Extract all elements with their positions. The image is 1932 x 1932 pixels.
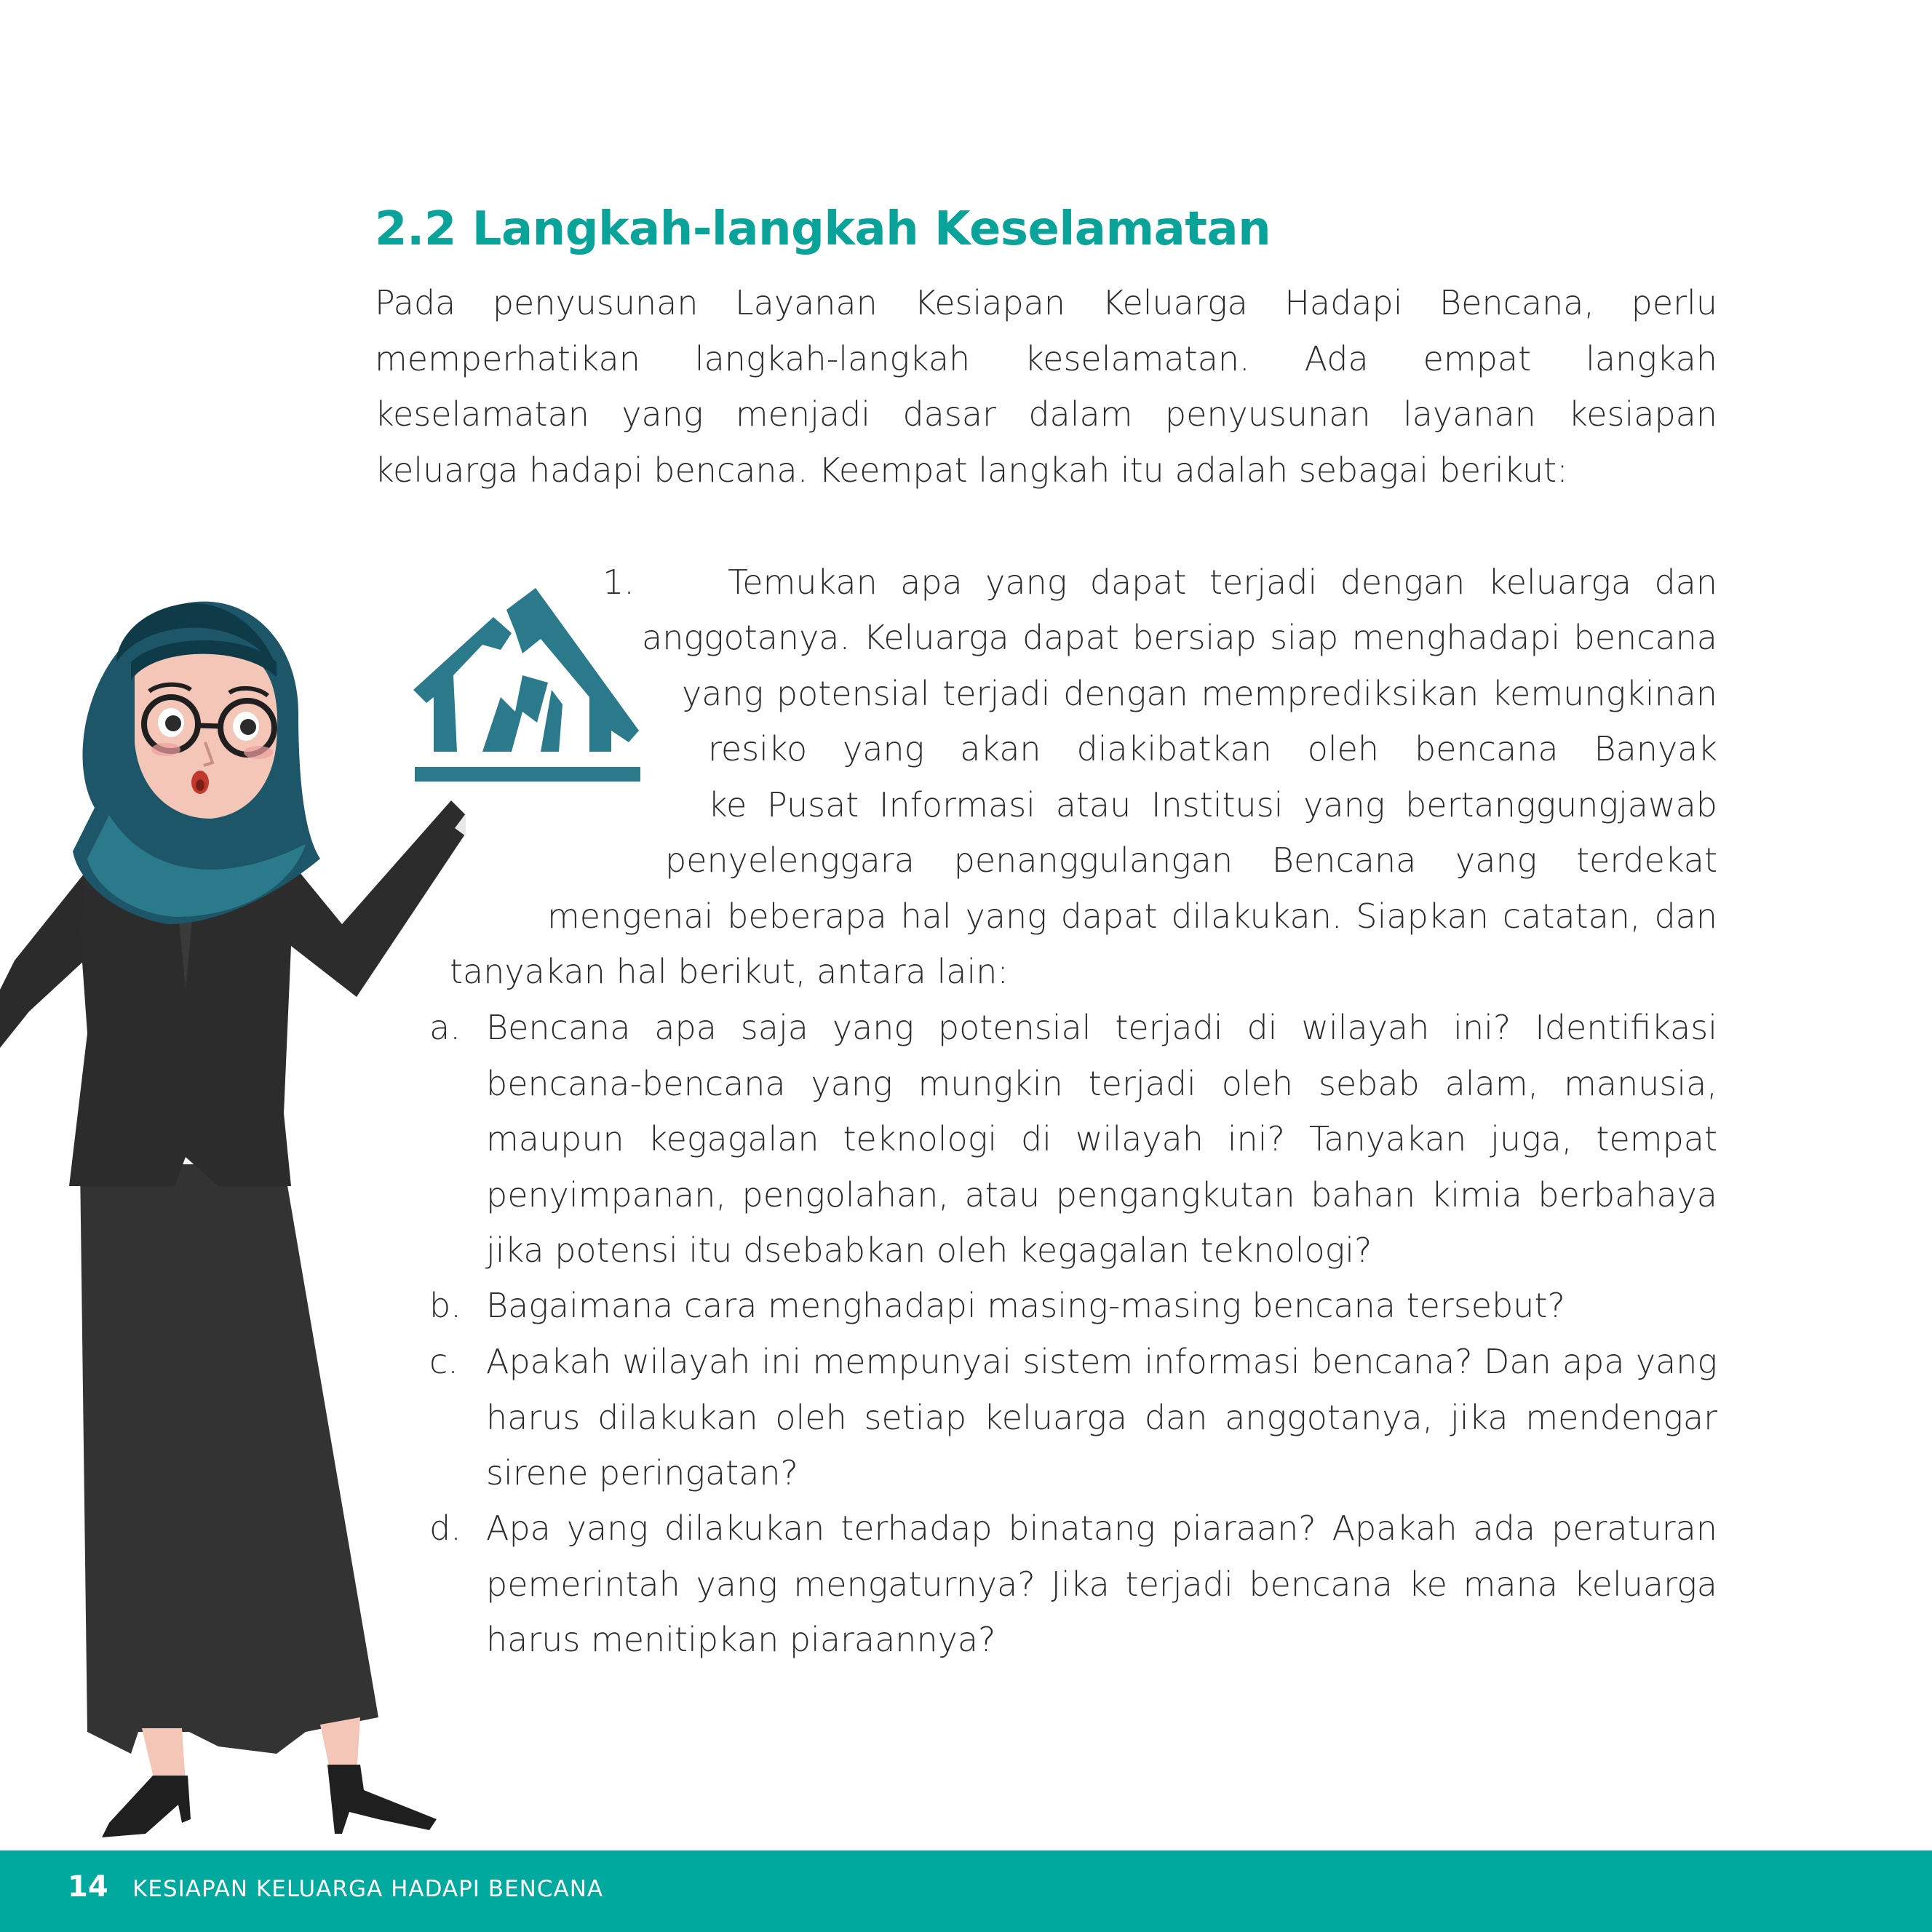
question-marker: c. xyxy=(429,1342,458,1381)
question-marker: a. xyxy=(429,1008,461,1047)
intro-paragraph: Pada penyusunan Layanan Kesiapan Keluarga Hadapi Bencana, perlu memperhatikan langkah-langkah keselamatan. Ada empat langkah keselamatan yang menjadi dasar dalam penyusunan layanan kesiapan keluarga hadapi bencana. Keempat langkah itu adalah sebagai berikut: xyxy=(375,283,1717,490)
question-marker: d. xyxy=(429,1508,461,1548)
step-number: 1. xyxy=(603,562,635,602)
woman-illustration xyxy=(0,582,466,1848)
step-line: resiko yang akan diakibatkan oleh bencana Banyak xyxy=(708,729,1717,768)
question-item: Apakah wilayah ini mempunyai sistem informasi bencana? Dan apa yang harus dilakukan oleh setiap keluarga dan anggotanya, jika mendengar sirene peringatan? xyxy=(486,1342,1717,1492)
step-line: penyelenggara penanggulangan Bencana yang terdekat xyxy=(665,840,1717,880)
step-line: Temukan apa yang dapat terjadi dengan keluarga dan xyxy=(728,562,1717,602)
question-item: Bagaimana cara menghadapi masing-masing bencana tersebut? xyxy=(486,1286,1565,1325)
step-line: yang potensial terjadi dengan memprediksikan kemungkinan xyxy=(682,674,1717,713)
question-item: Bencana apa saja yang potensial terjadi di wilayah ini? Identifikasi bencana-bencana yang mungkin terjadi oleh sebab alam, manusia, maupun kegagalan teknologi di wilayah ini? Tanyakan juga, tempat penyimpanan, pengolahan, atau pengangkutan bahan kimia berbahaya jika potensi itu dsebabkan oleh kegagalan teknologi? xyxy=(486,1008,1717,1270)
section-heading: 2.2 Langkah-langkah Keselamatan xyxy=(375,202,1271,256)
step-line: anggotanya. Keluarga dapat bersiap siap menghadapi bencana xyxy=(642,618,1717,657)
broken-house-earthquake-icon xyxy=(413,588,646,786)
step-line: ke Pusat Informasi atau Institusi yang bertanggungjawab xyxy=(708,785,1717,824)
question-item: Apa yang dilakukan terhadap binatang piaraan? Apakah ada peraturan pemerintah yang mengaturnya? Jika terjadi bencana ke mana keluarga harus menitipkan piaraannya? xyxy=(486,1508,1717,1659)
footer-title: KESIAPAN KELUARGA HADAPI BENCANA xyxy=(132,1876,604,1902)
page-number: 14 xyxy=(68,1870,108,1904)
step-line: mengenai beberapa hal yang dapat dilakukan. Siapkan catatan, dan xyxy=(547,897,1717,936)
step-line: tanyakan hal berikut, antara lain: xyxy=(450,952,1009,991)
question-marker: b. xyxy=(429,1286,461,1325)
